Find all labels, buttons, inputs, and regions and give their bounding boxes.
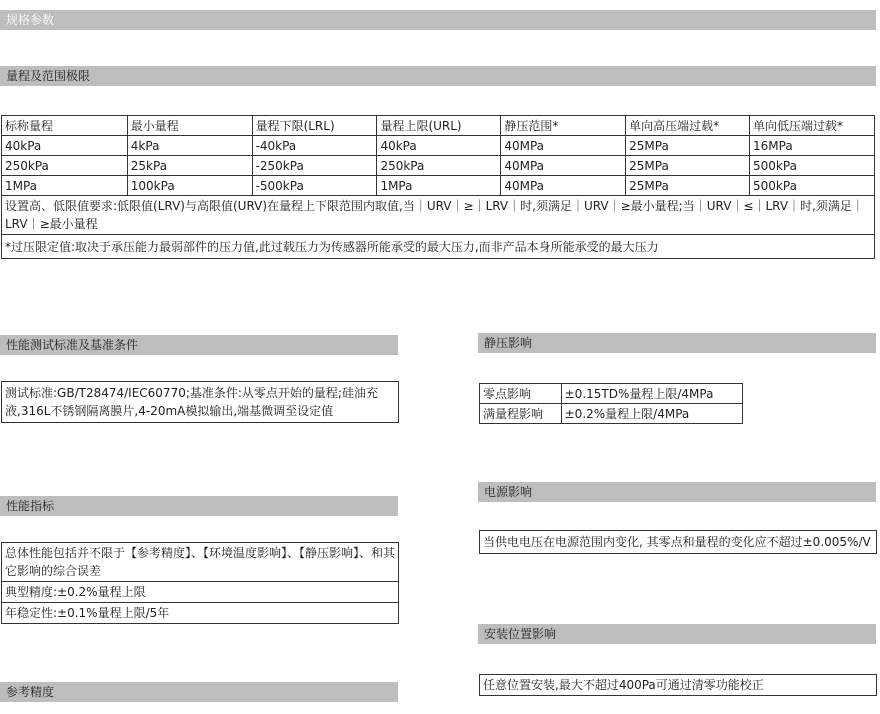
table-cell: 100kPa: [127, 176, 252, 196]
table-cell: 40kPa: [377, 136, 501, 156]
table-cell: 1MPa: [377, 176, 501, 196]
overpressure-note: *过压限定值:取决于承压能力最弱部件的压力值,此过载压力为传感器所能承受的最大压力,而非产品本身所能承受的最大压力: [2, 235, 875, 259]
table-cell: ±0.2%量程上限/4MPa: [561, 404, 742, 424]
power-supply-box: 当供电电压在电源范围内变化, 其零点和量程的变化应不超过±0.005%/V: [479, 530, 877, 554]
table-cell: 4kPa: [127, 136, 252, 156]
header-cell: 最小量程: [127, 116, 252, 136]
range-table: [1, 115, 875, 259]
table-cell: 零点影响: [480, 384, 562, 404]
table-cell: 250kPa: [377, 156, 501, 176]
section-header-static-pressure: 静压影响: [478, 333, 876, 353]
table-cell: 40MPa: [501, 176, 626, 196]
list-item: 总体性能包括并不限于【参考精度】、【环境温度影响】、【静压影响】、和其它影响的综合误差: [1, 542, 399, 582]
table-note-row: [2, 235, 875, 259]
table-cell: -250kPa: [252, 156, 377, 176]
performance-list: [1, 542, 399, 624]
table-header-row: [2, 116, 875, 136]
table-cell: 500kPa: [750, 156, 875, 176]
header-cell: 静压范围*: [501, 116, 626, 136]
table-cell: 500kPa: [750, 176, 875, 196]
test-standard-box: 测试标准:GB/T28474/IEC60770;基准条件:从零点开始的量程;硅油充液,316L不锈钢隔离膜片,4-20mA模拟输出,端基微调至设定值: [1, 381, 399, 423]
table-cell: -500kPa: [252, 176, 377, 196]
table-cell: 40kPa: [2, 136, 128, 156]
table-cell: 40MPa: [501, 136, 626, 156]
table-cell: 16MPa: [750, 136, 875, 156]
list-item: 典型精度:±0.2%量程上限: [1, 582, 399, 603]
table-row: [2, 136, 875, 156]
header-cell: 标称量程: [2, 116, 128, 136]
section-header-performance: 性能指标: [0, 496, 398, 516]
table-cell: ±0.15TD%量程上限/4MPa: [561, 384, 742, 404]
table-row: [480, 384, 743, 404]
table-cell: 25MPa: [626, 176, 750, 196]
mounting-position-box: 任意位置安装,最大不超过400Pa可通过清零功能校正: [479, 674, 877, 696]
section-header-spec-params: 规格参数: [0, 10, 876, 30]
table-cell: 1MPa: [2, 176, 128, 196]
table-note-row: [2, 196, 875, 235]
header-cell: 量程下限(LRL): [252, 116, 377, 136]
section-header-power-supply: 电源影响: [478, 482, 876, 502]
header-cell: 单向高压端过载*: [626, 116, 750, 136]
header-cell: 单向低压端过载*: [750, 116, 875, 136]
static-pressure-table: [479, 383, 743, 424]
table-cell: 25kPa: [127, 156, 252, 176]
table-cell: 40MPa: [501, 156, 626, 176]
list-item: 年稳定性:±0.1%量程上限/5年: [1, 603, 399, 624]
section-header-test-standard: 性能测试标准及基准条件: [0, 335, 398, 355]
header-cell: 量程上限(URL): [377, 116, 501, 136]
table-row: [2, 156, 875, 176]
table-cell: 25MPa: [626, 136, 750, 156]
section-header-mounting-position: 安装位置影响: [478, 624, 876, 644]
table-cell: 满量程影响: [480, 404, 562, 424]
section-header-range-limits: 量程及范围极限: [0, 66, 876, 86]
table-row: [2, 176, 875, 196]
range-requirement-note: 设置高、低限值要求:低限值(LRV)与高限值(URV)在量程上下限范围内取值,当｜URV｜≥｜LRV｜时,须满足｜URV｜≥最小量程;当｜URV｜≤｜LRV｜时,须满足｜LRV｜≥最小量程: [2, 196, 875, 235]
section-header-reference-accuracy: 参考精度: [0, 682, 398, 702]
table-row: [480, 404, 743, 424]
table-cell: 25MPa: [626, 156, 750, 176]
table-cell: 250kPa: [2, 156, 128, 176]
table-cell: -40kPa: [252, 136, 377, 156]
